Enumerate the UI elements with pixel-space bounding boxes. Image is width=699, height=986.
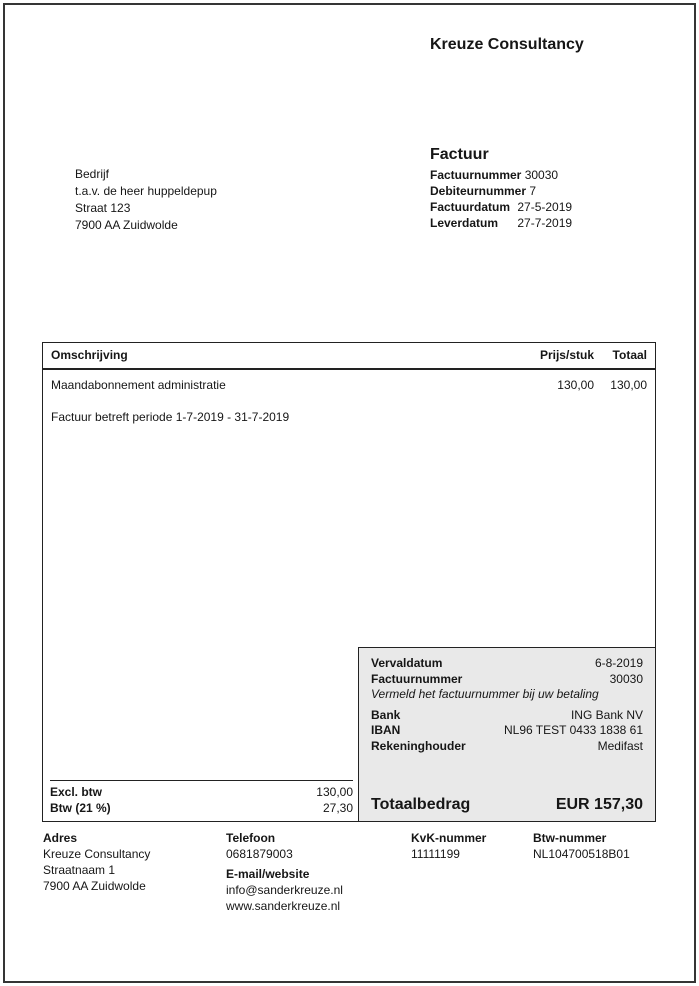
column-header-unit-price: Prijs/stuk	[539, 348, 594, 362]
payment-invoice-number-value: 30030	[609, 671, 643, 686]
footer-email-value: info@sanderkreuze.nl	[226, 883, 343, 897]
recipient-address	[75, 166, 217, 234]
footer-contact-column	[226, 830, 343, 914]
excl-btw-row	[50, 785, 353, 801]
item-description: Maandabonnement administratie	[51, 378, 226, 392]
payment-invoice-number-label: Factuurnummer	[371, 671, 463, 686]
invoice-number-label: Factuurnummer	[430, 168, 522, 182]
company-name: Kreuze Consultancy	[430, 36, 584, 53]
debtor-number-row	[430, 183, 572, 199]
recipient-city: 7900 AA Zuidwolde	[75, 218, 178, 232]
excl-btw-value: 130,00	[316, 785, 353, 799]
bank-value: ING Bank NV	[570, 707, 643, 722]
payment-reference-note: Vermeld het factuurnummer bij uw betaling	[371, 687, 599, 701]
iban-row	[371, 723, 643, 739]
footer-phone-value: 0681879003	[226, 847, 293, 861]
invoice-date-value: 27-5-2019	[517, 200, 573, 214]
footer-address-heading: Adres	[43, 831, 78, 845]
payment-details-box	[358, 647, 656, 822]
debtor-number-label: Debiteurnummer	[430, 184, 527, 198]
debtor-number-value: 7	[529, 184, 537, 198]
column-header-description: Omschrijving	[51, 348, 128, 362]
btw-label: Btw (21 %)	[50, 800, 111, 815]
invoice-date-label: Factuurdatum	[430, 200, 511, 214]
due-date-value: 6-8-2019	[594, 656, 643, 670]
account-holder-label: Rekeninghouder	[371, 738, 466, 753]
footer-email-web-heading: E-mail/website	[226, 867, 310, 881]
delivery-date-row	[430, 215, 572, 231]
btw-value: 27,30	[322, 800, 353, 815]
due-date-label: Vervaldatum	[371, 656, 443, 670]
footer-address-line: Straatnaam 1	[43, 863, 116, 877]
bank-row	[371, 708, 643, 724]
footer-btw-heading: Btw-nummer	[533, 831, 607, 845]
footer-website-value: www.sanderkreuze.nl	[226, 899, 341, 913]
line-items-table	[42, 342, 656, 822]
invoice-date-row	[430, 199, 572, 215]
recipient-street: Straat 123	[75, 201, 131, 215]
account-holder-row	[371, 739, 643, 755]
invoice-period-note: Factuur betreft periode 1-7-2019 - 31-7-2019	[51, 410, 290, 424]
grand-total-label: Totaalbedrag	[371, 796, 471, 813]
invoice-number-value: 30030	[524, 168, 559, 182]
account-holder-value: Medifast	[597, 738, 643, 753]
invoice-number-row	[430, 167, 572, 183]
delivery-date-label: Leverdatum	[430, 216, 499, 230]
bank-label: Bank	[371, 707, 401, 722]
grand-total-value: EUR 157,30	[555, 796, 643, 813]
delivery-date-value: 27-7-2019	[517, 216, 573, 230]
footer-address-line: 7900 AA Zuidwolde	[43, 879, 146, 893]
table-row	[43, 370, 655, 392]
recipient-attn: t.a.v. de heer huppeldepup	[75, 184, 217, 198]
iban-label: IBAN	[371, 723, 401, 737]
iban-value: NL96 TEST 0433 1838 61	[504, 723, 643, 737]
excl-btw-label: Excl. btw	[50, 785, 103, 799]
footer-address-column	[43, 830, 150, 894]
invoice-title: Factuur	[430, 146, 489, 163]
grand-total-row	[371, 796, 643, 814]
footer-kvk-column	[411, 830, 486, 862]
footer-email-web-group	[226, 866, 343, 914]
column-header-total: Totaal	[612, 348, 647, 362]
recipient-company: Bedrijf	[75, 167, 110, 181]
totals-summary	[50, 780, 353, 816]
invoice-meta	[430, 146, 572, 231]
item-total: 130,00	[610, 378, 647, 392]
payment-invoice-number-row	[371, 672, 643, 688]
footer-kvk-value: 11111199	[411, 847, 460, 861]
table-header-row	[43, 343, 655, 370]
footer-btw-column	[533, 830, 630, 862]
footer-phone-heading: Telefoon	[226, 831, 276, 845]
due-date-row	[371, 656, 643, 672]
footer-address-line: Kreuze Consultancy	[43, 847, 151, 861]
footer-kvk-heading: KvK-nummer	[411, 831, 487, 845]
item-unit-price: 130,00	[557, 378, 594, 392]
btw-row	[50, 801, 353, 817]
footer-btw-value: NL104700518B01	[533, 847, 630, 861]
